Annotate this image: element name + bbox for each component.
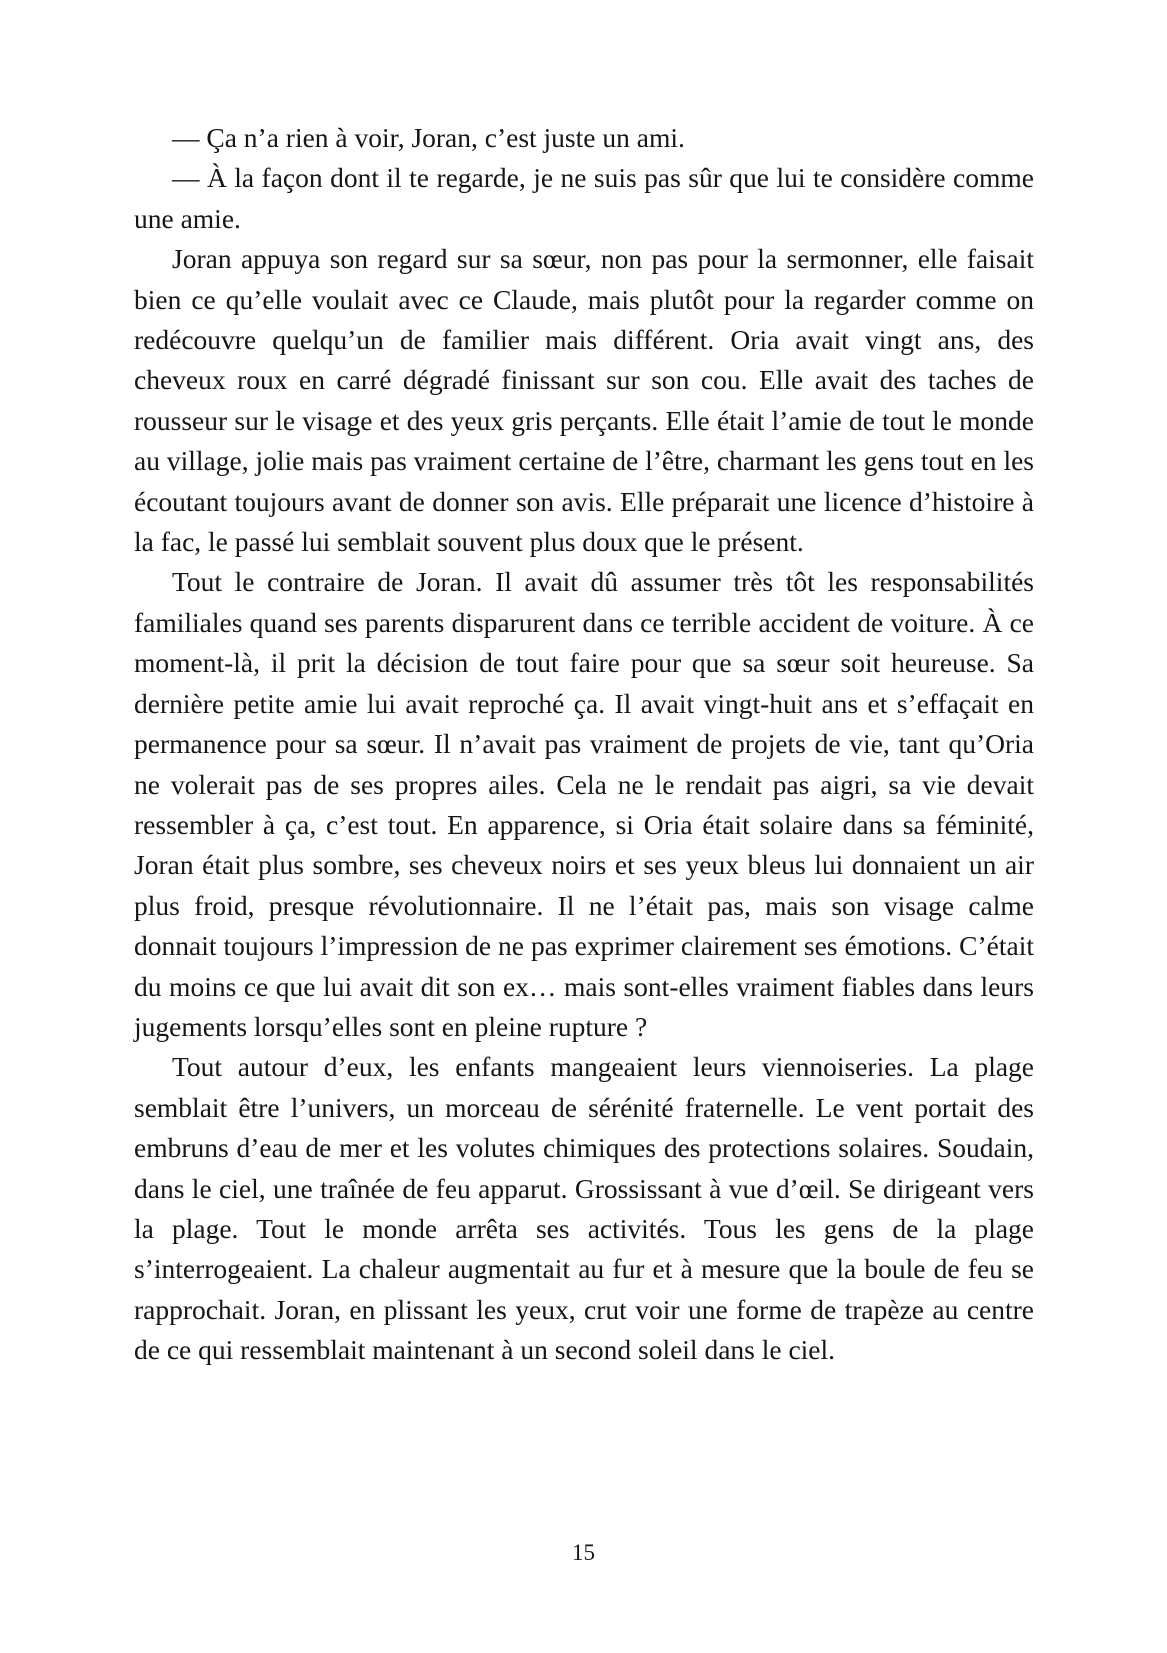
- paragraph-dialogue-1: — Ça n’a rien à voir, Joran, c’est juste un ami.: [172, 122, 685, 153]
- paragraph-oria-description: Joran appuya son regard sur sa sœur, non pas pour la sermonner, elle faisait bien ce qu’elle voulait avec ce Claude, mais plutôt pour la regarder comme on redécouvre quelqu’un de familier mais différent. Oria avait vingt ans, des cheveux roux en carré dégradé finissant sur son cou. Elle avait des taches de rousseur sur le visage et des yeux gris perçants. Elle était l’amie de tout le monde au village, jolie mais pas vraiment certaine de l’être, charmant les gens tout en les écoutant toujours avant de donner son avis. Elle préparait une licence d’histoire à la fac, le passé lui semblait souvent plus doux que le présent.: [134, 243, 1034, 558]
- page-number: 15: [572, 1540, 595, 1565]
- paragraph-dialogue-2: — À la façon dont il te regarde, je ne suis pas sûr que lui te considère comme une amie.: [134, 162, 1034, 234]
- page-body: [134, 118, 1034, 1371]
- paragraph-joran-description: Tout le contraire de Joran. Il avait dû assumer très tôt les responsabilités familiales quand ses parents disparurent dans ce terrible accident de voiture. À ce moment-là, il prit la décision de tout faire pour que sa sœur soit heureuse. Sa dernière petite amie lui avait reproché ça. Il avait vingt-huit ans et s’effaçait en permanence pour sa sœur. Il n’avait pas vraiment de projets de vie, tant qu’Oria ne volerait pas de ses propres ailes. Cela ne le rendait pas aigri, sa vie devait ressembler à ça, c’est tout. En apparence, si Oria était solaire dans sa féminité, Joran était plus sombre, ses cheveux noirs et ses yeux bleus lui donnaient un air plus froid, presque révolutionnaire. Il ne l’était pas, mais son visage calme donnait toujours l’impression de ne pas exprimer clairement ses émotions. C’était du moins ce que lui avait dit son ex… mais sont-elles vraiment fiables dans leurs jugements lorsqu’elles sont en pleine rupture ?: [134, 566, 1034, 1042]
- paragraph-fireball: Tout autour d’eux, les enfants mangeaient leurs viennoiseries. La plage semblait être l’univers, un morceau de sérénité fraternelle. Le vent portait des embruns d’eau de mer et les volutes chimiques des protections solaires. Soudain, dans le ciel, une traînée de feu apparut. Grossissant à vue d’œil. Se dirigeant vers la plage. Tout le monde arrêta ses activités. Tous les gens de la plage s’interrogeaient. La chaleur augmentait au fur et à mesure que la boule de feu se rapprochait. Joran, en plissant les yeux, crut voir une forme de trapèze au centre de ce qui ressemblait maintenant à un second soleil dans le ciel.: [134, 1051, 1034, 1366]
